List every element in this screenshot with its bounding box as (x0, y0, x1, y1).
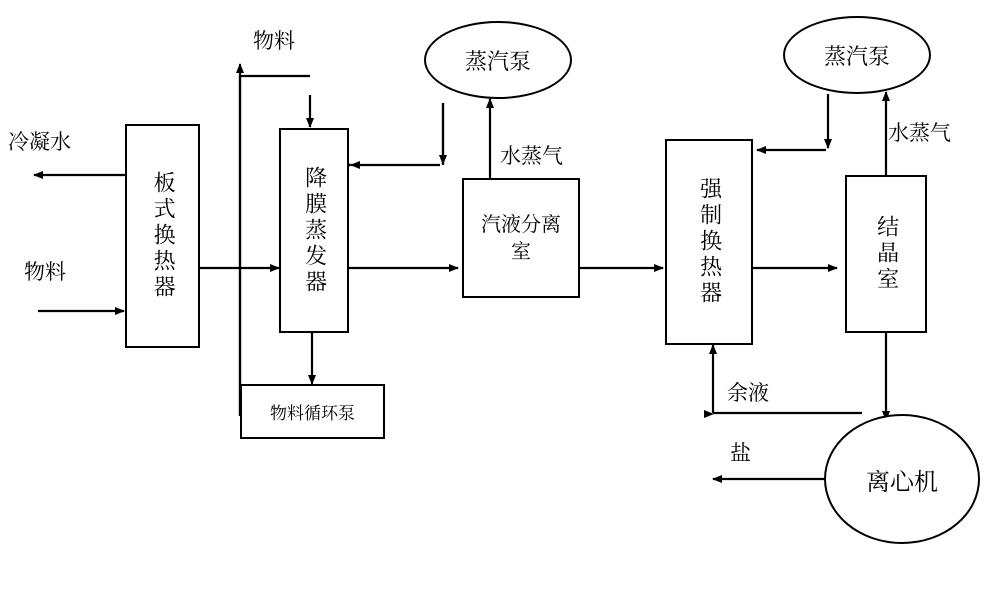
edge-label-steam-left: 水蒸气 (500, 144, 563, 168)
node-centrifuge (824, 414, 980, 544)
edge-label-residual-liquid: 余液 (727, 381, 769, 405)
node-label: 蒸汽泵 (464, 49, 531, 75)
node-plate-heat-exchanger (125, 124, 200, 348)
node-label: 结晶室 (873, 215, 899, 293)
node-label: 板式换热器 (150, 171, 176, 301)
edge-label-condensate: 冷凝水 (8, 130, 71, 154)
edge-label-feed-top: 物料 (253, 29, 295, 53)
node-crystallizer (845, 175, 927, 333)
node-forced-circulation-heat-exchanger (665, 139, 753, 345)
edge-label-salt: 盐 (730, 441, 751, 465)
edge-label-steam-right: 水蒸气 (888, 121, 951, 145)
edge-label-feed-inlet: 物料 (24, 260, 66, 284)
node-falling-film-evaporator (279, 128, 349, 333)
node-label: 蒸汽泵 (823, 44, 890, 70)
node-label: 降膜蒸发器 (301, 165, 327, 296)
node-steam-pump-right (783, 16, 931, 94)
node-label: 汽液分离室 (481, 212, 561, 263)
node-label: 离心机 (866, 467, 938, 496)
node-vapor-liquid-separator (462, 178, 580, 298)
node-label: 物料循环泵 (270, 404, 355, 424)
node-material-circulation-pump (240, 384, 385, 439)
node-label: 强制换热器 (696, 177, 722, 307)
node-steam-pump-left (424, 21, 572, 99)
